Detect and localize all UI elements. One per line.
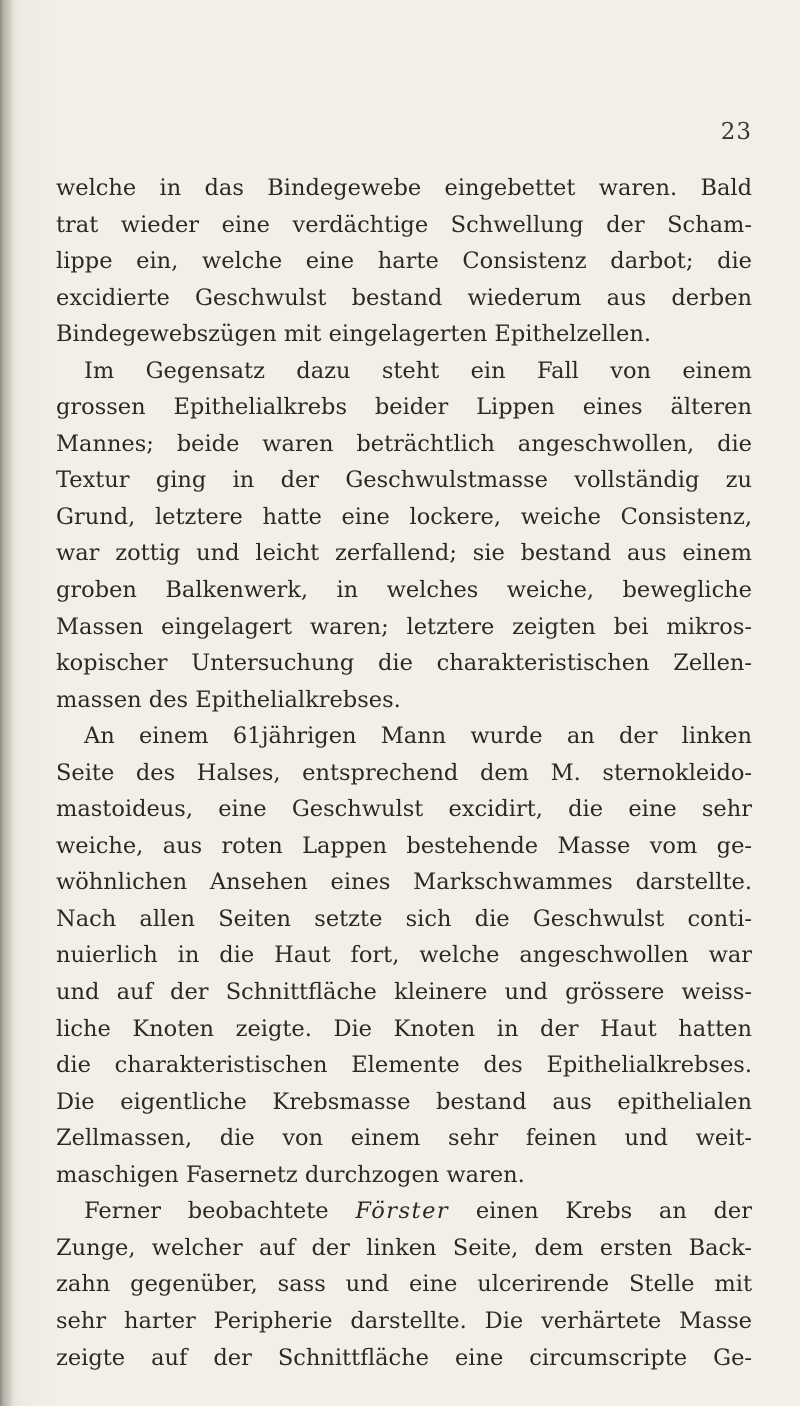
text-line: die charakteristischen Elemente des Epithelialkrebses. (56, 1052, 752, 1079)
text-line: und auf der Schnittfläche kleinere und grössere weiss- (56, 979, 752, 1006)
text-line: kopischer Untersuchung die charakteristischen Zellen- (56, 650, 752, 677)
text-line: Mannes; beide waren beträchtlich angeschwollen, die (56, 430, 752, 457)
author-name: Förster (355, 1198, 450, 1225)
text-line: mastoideus, eine Geschwulst excidirt, die eine sehr (56, 796, 752, 823)
text-line: weiche, aus roten Lappen bestehende Masse vom ge- (56, 832, 752, 859)
text-line: Die eigentliche Krebsmasse bestand aus epithelialen (56, 1088, 752, 1115)
text-line: Textur ging in der Geschwulstmasse vollständig zu (56, 467, 752, 494)
text-line: sehr harter Peripherie darstellte. Die verhärtete Masse (56, 1307, 752, 1334)
text-line: liche Knoten zeigte. Die Knoten in der Haut hatten (56, 1015, 752, 1042)
text-line: trat wieder eine verdächtige Schwellung der Scham- (56, 211, 752, 238)
text-line: welche in das Bindegewebe eingebettet waren. Bald (56, 175, 752, 201)
text-line: Zellmassen, die von einem sehr feinen und weit- (56, 1125, 752, 1152)
text-line: Nach allen Seiten setzte sich die Geschwulst conti- (56, 905, 752, 932)
text-line: massen des Epithelialkrebses. (56, 686, 401, 713)
text-line: Zunge, welcher auf der linken Seite, dem ersten Back- (56, 1234, 752, 1261)
text-line: Im Gegensatz dazu steht ein Fall von einem (84, 357, 752, 384)
body-text (56, 170, 752, 1376)
text-line: maschigen Fasernetz durchzogen waren. (56, 1161, 525, 1188)
text-line: excidierte Geschwulst bestand wiederum aus derben (56, 284, 752, 311)
text-line: lippe ein, welche eine harte Consistenz darbot; die (56, 248, 752, 275)
text-run: einen Krebs an der (449, 1198, 752, 1225)
binding-gutter-shadow (0, 0, 14, 1406)
page-number: 23 (720, 119, 752, 145)
text-line: zeigte auf der Schnittfläche eine circumscripte Ge- (56, 1344, 752, 1371)
text-line: An einem 61jährigen Mann wurde an der linken (84, 723, 752, 750)
text-line (56, 1193, 752, 1230)
text-line: zahn gegenüber, sass und eine ulcerirende Stelle mit (56, 1271, 752, 1298)
text-line: groben Balkenwerk, in welches weiche, bewegliche (56, 577, 752, 604)
text-line: war zottig und leicht zerfallend; sie bestand aus einem (56, 540, 752, 567)
text-line: grossen Epithelialkrebs beider Lippen eines älteren (56, 394, 752, 421)
text-line: nuierlich in die Haut fort, welche angeschwollen war (56, 942, 752, 969)
text-line: Grund, letztere hatte eine lockere, weiche Consistenz, (56, 503, 752, 530)
text-line: wöhnlichen Ansehen eines Markschwammes darstellte. (56, 869, 752, 896)
text-line: Bindegewebszügen mit eingelagerten Epithelzellen. (56, 321, 652, 348)
text-line: Massen eingelagert waren; letztere zeigten bei mikros- (56, 613, 752, 640)
text-run: Ferner beobachtete (84, 1198, 356, 1225)
text-line: Seite des Halses, entsprechend dem M. sternokleido- (56, 759, 752, 786)
